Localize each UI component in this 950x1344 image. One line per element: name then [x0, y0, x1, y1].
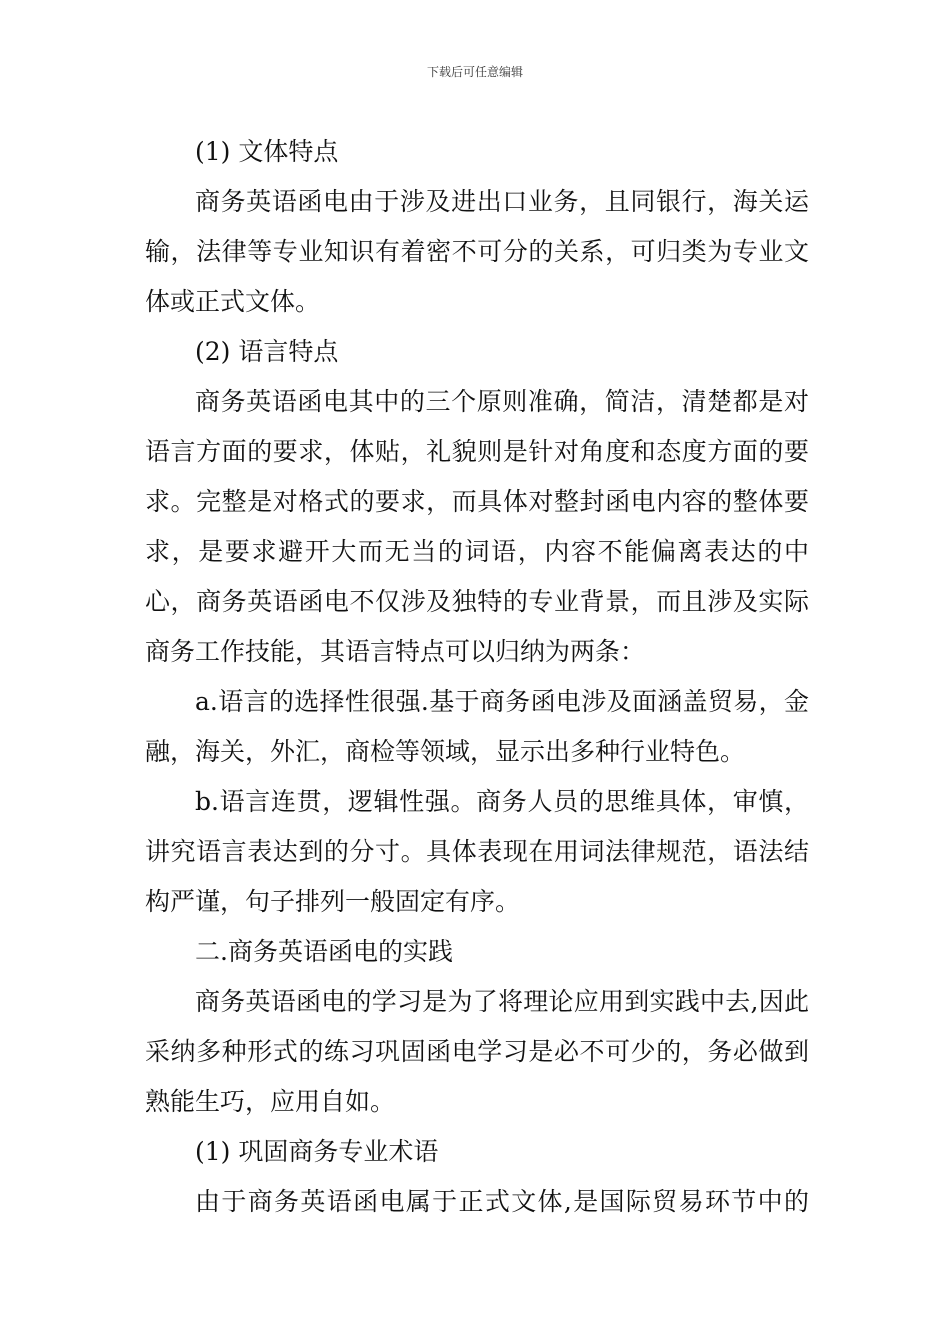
heading-language-features: (2) 语言特点 — [195, 337, 339, 366]
paragraph-language-principles: 商务英语函电其中的三个原则准确，简洁，清楚都是对语言方面的要求，体贴，礼貌则是针对角度和态度方面的要求。完整是对格式的要求，而具体对整封函电内容的整体要求，是要求避开大而无当的词语，内容不能偏离表达的中心，商务英语函电不仅涉及独特的专业背景，而且涉及实际商务工作技能，其语言特点可以归纳为两条： — [145, 387, 809, 666]
paragraph-practice-description: 商务英语函电的学习是为了将理论应用到实践中去,因此采纳多种形式的练习巩固函电学习是必不可少的，务必做到熟能生巧，应用自如。 — [145, 987, 809, 1116]
document-body — [145, 127, 809, 1227]
page-header: 下载后可任意编辑 — [426, 65, 523, 79]
heading-terminology: (1) 巩固商务专业术语 — [195, 1137, 439, 1166]
paragraph-style-description: 商务英语函电由于涉及进出口业务，且同银行，海关运输，法律等专业知识有着密不可分的关系，可归类为专业文体或正式文体。 — [145, 187, 809, 316]
paragraph-terminology-start: 由于商务英语函电属于正式文体,是国际贸易环节中的 — [195, 1187, 809, 1216]
paragraph-point-a: a.语言的选择性很强.基于商务函电涉及面涵盖贸易，金融，海关，外汇，商检等领域，显示出多种行业特色。 — [145, 687, 809, 766]
heading-style-features: (1) 文体特点 — [195, 137, 339, 166]
heading-practice: 二.商务英语函电的实践 — [195, 937, 453, 966]
paragraph-point-b: b.语言连贯，逻辑性强。商务人员的思维具体，审慎，讲究语言表达到的分寸。具体表现在用词法律规范，语法结构严谨，句子排列一般固定有序。 — [145, 787, 809, 916]
